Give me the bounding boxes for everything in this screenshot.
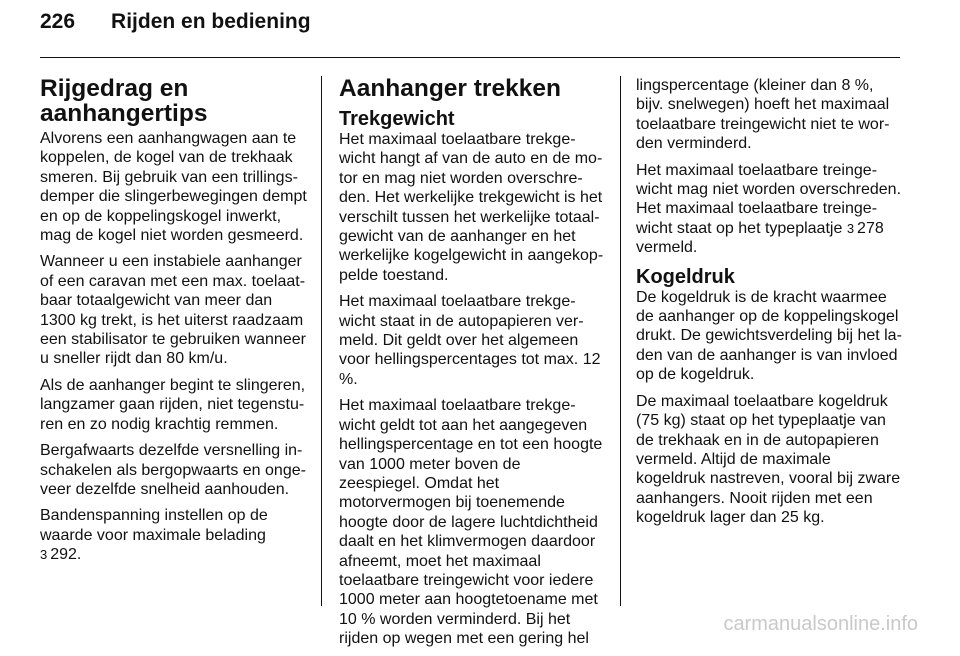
left-heading	[40, 76, 312, 126]
page-reference-number: 292.	[50, 546, 82, 564]
section-title: Rijden en bediening	[111, 10, 311, 33]
middle-paragraph-3: Het maximaal toelaatbare trekgewicht geldt tot aan het aangegeven hellingspercentage en tot een hoogte van 1000 meter boven de zeespiegel. Omdat het motorvermogen bij toenemende hoogte door de lagere luchtdichtheid daalt en het klimvermogen daardoor afneemt, moet het maximaal toelaatbare treingewicht voor iedere 1000 meter aan hoogtetoename met 10 % worden verminderd. Bij het rijden op wegen met een gering hel	[339, 397, 603, 648]
right-subheading: Kogeldruk	[636, 265, 735, 288]
left-heading-line1: Rijgedrag en	[40, 75, 189, 102]
left-paragraph-5	[40, 506, 312, 564]
left-paragraph-1: Alvorens een aanhangwagen aan te koppelen, de kogel van de trekhaak smeren. Bij gebruik van een trillingsdemper die slingerbewegingen dempt en op de koppelingskogel inwerkt, mag de kogel niet worden gesmeerd.	[40, 130, 307, 245]
page-reference-number: 278	[857, 219, 884, 237]
middle-subheading: Trekgewicht	[339, 108, 455, 130]
reference-arrow-icon: 3	[40, 547, 48, 563]
reference-arrow-icon: 3	[846, 220, 855, 236]
right-paragraph-3: De kogeldruk is de kracht waarmee de aanhanger op de koppelingskogel drukt. De gewichtsverdeling bij het laden van de aanhanger is van invloed op de kogeldruk.	[636, 288, 902, 384]
right-paragraph-2-text: Het maximaal toelaatbare treingewicht mag niet worden overschreden. Het maximaal toelaatbare treingewicht staat op het typeplaatje	[636, 161, 902, 237]
page-header	[40, 10, 311, 40]
column-divider-2	[620, 76, 621, 606]
middle-heading: Aanhanger trekken	[339, 75, 561, 102]
left-heading-line2: aanhangertips	[40, 100, 208, 127]
left-paragraph-3: Als de aanhanger begint te slingeren, langzamer gaan rijden, niet tegensturen en zo nodig krachtig remmen.	[40, 376, 306, 433]
page-reference-link[interactable]	[847, 220, 884, 237]
left-column	[40, 76, 312, 572]
middle-paragraph-2: Het maximaal toelaatbare trekgewicht staat in de autopapieren vermeld. Dit geldt over het algemeen voor hellingspercentages tot max. 12 %.	[339, 293, 601, 388]
left-paragraph-2: Wanneer u een instabiele aanhanger of een caravan met een max. toelaatbaar totaalgewicht van meer dan 1300 kg trekt, is het uiterst raadzaam een stabilisator te gebruiken wanneer u sneller rijdt dan 80 km/u.	[40, 253, 306, 368]
right-paragraph-2	[636, 161, 902, 258]
right-paragraph-4: De maximaal toelaatbare kogeldruk (75 kg) staat op het typeplaatje van de trekhaak en in de autopapieren vermeld. Altijd de maximale kogeldruk nastreven, vooral bij zware aanhangers. Nooit rijden met een kogeldruk lager dan 25 kg.	[636, 392, 901, 527]
header-divider	[40, 57, 900, 58]
middle-paragraph-1: Het maximaal toelaatbare trekgewicht hangt af van de auto en de motor en mag niet worden overschreden. Het werkelijke trekgewicht is het verschilt tussen het werkelijke totaalgewicht van de aanhanger en het werkelijke kogelgewicht in aangekoppelde toestand.	[339, 131, 604, 284]
column-divider-1	[321, 76, 322, 606]
right-paragraph-2-end: vermeld.	[636, 239, 698, 257]
middle-column	[339, 76, 605, 656]
left-paragraph-4: Bergafwaarts dezelfde versnelling inschakelen als bergopwaarts en ongeveer dezelfde snelheid aanhouden.	[40, 442, 306, 498]
left-paragraph-5-text: Bandenspanning instellen op de waarde voor maximale belading	[40, 507, 268, 544]
right-column	[636, 76, 902, 535]
page-reference-link[interactable]	[40, 546, 81, 563]
watermark: carmanualsonline.info	[723, 613, 918, 635]
right-paragraph-1: lingspercentage (kleiner dan 8 %, bijv. snelwegen) hoeft het maximaal toelaatbare treingewicht niet te worden verminderd.	[636, 77, 890, 153]
page-number: 226	[40, 10, 76, 33]
